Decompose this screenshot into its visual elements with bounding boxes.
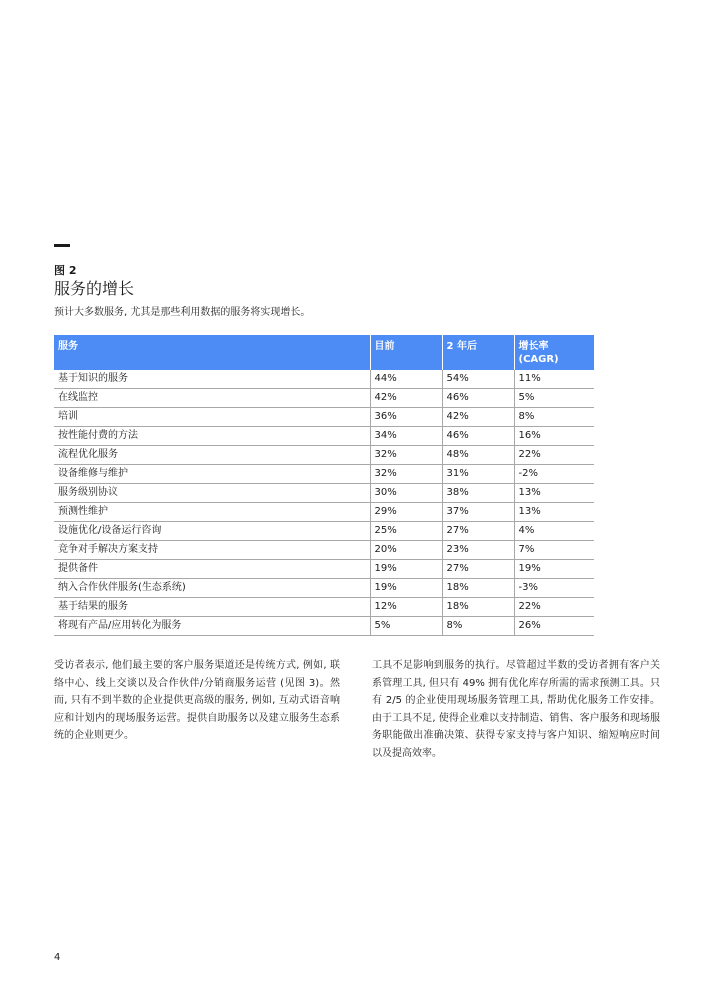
cell-service: 流程优化服务 [54,446,370,465]
cell-two-years: 42% [442,408,514,427]
cell-cagr: 7% [514,541,594,560]
cell-two-years: 48% [442,446,514,465]
cell-service: 培训 [54,408,370,427]
cell-current: 34% [370,427,442,446]
header-cagr: 增长率 (CAGR) [514,335,594,370]
table-row [54,446,594,465]
table-row [54,503,594,522]
table-row [54,522,594,541]
right-paragraph: 工具不足影响到服务的执行。尽管超过半数的受访者拥有客户关系管理工具, 但只有 49% 拥有优化库存所需的需求预测工具。只有 2/5 的企业使用现场服务管理工具, 帮助优化服务工作安排。由于工具不足, 使得企业难以支持制造、销售、客户服务和现场服务职能做出准确决策、获得专家支持与客户知识、缩短响应时间以及提高效率。 [372,660,660,759]
table-row [54,579,594,598]
cell-service: 在线监控 [54,389,370,408]
cell-cagr: 22% [514,598,594,617]
header-current: 目前 [370,335,442,370]
table-row [54,408,594,427]
cell-cagr: 8% [514,408,594,427]
cell-service: 设备维修与维护 [54,465,370,484]
page-number: 4 [54,952,61,963]
cell-two-years: 37% [442,503,514,522]
cell-current: 42% [370,389,442,408]
cell-two-years: 18% [442,579,514,598]
cell-current: 36% [370,408,442,427]
cell-two-years: 31% [442,465,514,484]
cell-service: 基于知识的服务 [54,370,370,389]
cell-two-years: 8% [442,617,514,636]
cell-current: 30% [370,484,442,503]
cell-two-years: 23% [442,541,514,560]
cell-current: 44% [370,370,442,389]
cell-cagr: 13% [514,484,594,503]
cell-current: 32% [370,446,442,465]
table-row [54,560,594,579]
table-row [54,370,594,389]
cell-service: 纳入合作伙伴服务(生态系统) [54,579,370,598]
cell-two-years: 27% [442,560,514,579]
table-body [54,370,594,636]
cell-two-years: 38% [442,484,514,503]
cell-current: 32% [370,465,442,484]
header-service: 服务 [54,335,370,370]
cell-cagr: 16% [514,427,594,446]
cell-current: 12% [370,598,442,617]
cell-cagr: 19% [514,560,594,579]
cell-cagr: -2% [514,465,594,484]
cell-two-years: 18% [442,598,514,617]
cell-current: 5% [370,617,442,636]
cell-service: 提供备件 [54,560,370,579]
services-table [54,335,594,636]
table-row [54,541,594,560]
cell-service: 设施优化/设备运行咨询 [54,522,370,541]
cell-current: 19% [370,560,442,579]
left-paragraph: 受访者表示, 他们最主要的客户服务渠道还是传统方式, 例如, 联络中心、线上交谈以及合作伙伴/分销商服务运营 (见图 3)。然而, 只有不到半数的企业提供更高级的服务, 例如, 互动式语音响应和计划内的现场服务运营。提供自助服务以及建立服务生态系统的企业则更少。 [54,660,340,741]
table-row [54,617,594,636]
table-row [54,427,594,446]
table-header-row [54,335,594,370]
cell-cagr: 4% [514,522,594,541]
cell-two-years: 46% [442,427,514,446]
cell-service: 预测性维护 [54,503,370,522]
header-two-years: 2 年后 [442,335,514,370]
table-row [54,484,594,503]
section-dash [54,244,70,247]
cell-service: 按性能付费的方法 [54,427,370,446]
table-row [54,465,594,484]
cell-service: 基于结果的服务 [54,598,370,617]
cell-current: 20% [370,541,442,560]
cell-cagr: 11% [514,370,594,389]
figure-subtitle: 预计大多数服务, 尤其是那些利用数据的服务将实现增长。 [54,307,311,318]
table-row [54,598,594,617]
cell-service: 服务级别协议 [54,484,370,503]
cell-two-years: 54% [442,370,514,389]
figure-label: 图 2 [54,264,77,277]
cell-cagr: -3% [514,579,594,598]
figure-title: 服务的增长 [54,279,135,298]
cell-current: 19% [370,579,442,598]
cell-two-years: 27% [442,522,514,541]
cell-two-years: 46% [442,389,514,408]
cell-service: 将现有产品/应用转化为服务 [54,617,370,636]
cell-current: 25% [370,522,442,541]
cell-current: 29% [370,503,442,522]
cell-cagr: 22% [514,446,594,465]
cell-cagr: 26% [514,617,594,636]
cell-cagr: 13% [514,503,594,522]
cell-service: 竞争对手解决方案支持 [54,541,370,560]
table-row [54,389,594,408]
cell-cagr: 5% [514,389,594,408]
